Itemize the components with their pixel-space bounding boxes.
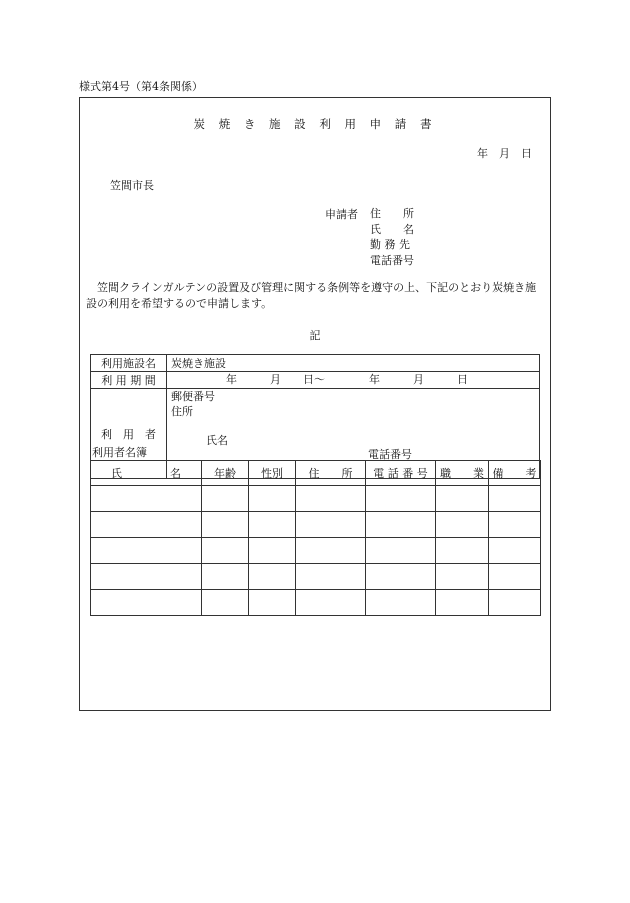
header-name: 氏 名 bbox=[91, 461, 202, 486]
table-row bbox=[91, 486, 541, 512]
table-cell[interactable] bbox=[366, 512, 436, 538]
table-cell[interactable] bbox=[489, 564, 541, 590]
table-cell[interactable] bbox=[436, 486, 489, 512]
table-cell[interactable] bbox=[366, 590, 436, 616]
user-table-header-row bbox=[91, 461, 541, 486]
user-list-table bbox=[90, 460, 541, 616]
facility-name-value: 炭焼き施設 bbox=[167, 355, 540, 372]
table-cell[interactable] bbox=[202, 564, 249, 590]
table-cell[interactable] bbox=[366, 538, 436, 564]
table-cell[interactable] bbox=[296, 590, 366, 616]
table-cell[interactable] bbox=[202, 590, 249, 616]
header-phone: 電 話 番 号 bbox=[366, 461, 436, 486]
table-cell[interactable] bbox=[489, 486, 541, 512]
table-cell[interactable] bbox=[366, 564, 436, 590]
user-table-body bbox=[91, 486, 541, 616]
applicant-workplace-label: 勤 務 先 bbox=[370, 238, 410, 251]
header-gender: 性別 bbox=[249, 461, 296, 486]
table-cell[interactable] bbox=[202, 486, 249, 512]
table-cell[interactable] bbox=[436, 538, 489, 564]
user-label: 利 用 者 bbox=[91, 389, 167, 479]
table-cell[interactable] bbox=[489, 512, 541, 538]
table-cell[interactable] bbox=[436, 512, 489, 538]
table-cell[interactable] bbox=[202, 512, 249, 538]
date-line: 年 月 日 bbox=[477, 147, 532, 160]
user-name-label: 氏名 bbox=[205, 433, 228, 447]
user-list-label: 利用者名簿 bbox=[92, 446, 147, 459]
table-cell[interactable] bbox=[489, 590, 541, 616]
table-cell[interactable] bbox=[296, 538, 366, 564]
table-cell[interactable] bbox=[91, 486, 202, 512]
table-cell[interactable] bbox=[91, 564, 202, 590]
user-address-label: 住所 bbox=[171, 404, 193, 418]
applicant-name-label: 氏 名 bbox=[370, 222, 414, 236]
table-cell[interactable] bbox=[296, 564, 366, 590]
postal-code-label: 郵便番号 bbox=[171, 390, 215, 403]
applicant-label: 申請者 bbox=[325, 208, 358, 221]
header-age: 年齢 bbox=[202, 461, 249, 486]
usage-period-label: 利 用 期 間 bbox=[91, 372, 167, 389]
applicant-address-label: 住 所 bbox=[370, 207, 414, 220]
table-cell[interactable] bbox=[249, 538, 296, 564]
usage-period-value: 年 月 日～ 年 月 日 bbox=[167, 372, 540, 389]
table-cell[interactable] bbox=[249, 486, 296, 512]
table-cell[interactable] bbox=[249, 512, 296, 538]
addressee: 笠間市長 bbox=[110, 179, 154, 192]
header-remarks: 備 考 bbox=[489, 461, 541, 486]
application-statement: 笠間クラインガルテンの設置及び管理に関する条例等を遵守の上、下記のとおり炭焼き施設の利用を希望するので申請します。 bbox=[86, 281, 537, 310]
table-row bbox=[91, 538, 541, 564]
table-cell[interactable] bbox=[296, 512, 366, 538]
facility-name-label: 利用施設名 bbox=[91, 355, 167, 372]
table-cell[interactable] bbox=[296, 486, 366, 512]
header-occupation: 職 業 bbox=[436, 461, 489, 486]
table-row bbox=[91, 512, 541, 538]
table-cell[interactable] bbox=[249, 590, 296, 616]
table-cell[interactable] bbox=[202, 538, 249, 564]
table-cell[interactable] bbox=[436, 564, 489, 590]
form-number-label: 様式第4号（第4条関係） bbox=[79, 80, 203, 93]
table-cell[interactable] bbox=[91, 512, 202, 538]
table-row bbox=[91, 564, 541, 590]
table-row bbox=[91, 590, 541, 616]
header-address: 住 所 bbox=[296, 461, 366, 486]
table-cell[interactable] bbox=[436, 590, 489, 616]
applicant-fields bbox=[370, 206, 414, 268]
user-phone-label: 電話番号 bbox=[368, 448, 412, 461]
table-cell[interactable] bbox=[249, 564, 296, 590]
table-cell[interactable] bbox=[489, 538, 541, 564]
application-form-frame bbox=[79, 97, 551, 711]
ki-heading: 記 bbox=[309, 329, 321, 342]
table-cell[interactable] bbox=[91, 538, 202, 564]
applicant-phone-label: 電話番号 bbox=[370, 253, 414, 267]
form-title: 炭 焼 き 施 設 利 用 申 請 書 bbox=[193, 117, 437, 131]
table-cell[interactable] bbox=[91, 590, 202, 616]
table-cell[interactable] bbox=[366, 486, 436, 512]
